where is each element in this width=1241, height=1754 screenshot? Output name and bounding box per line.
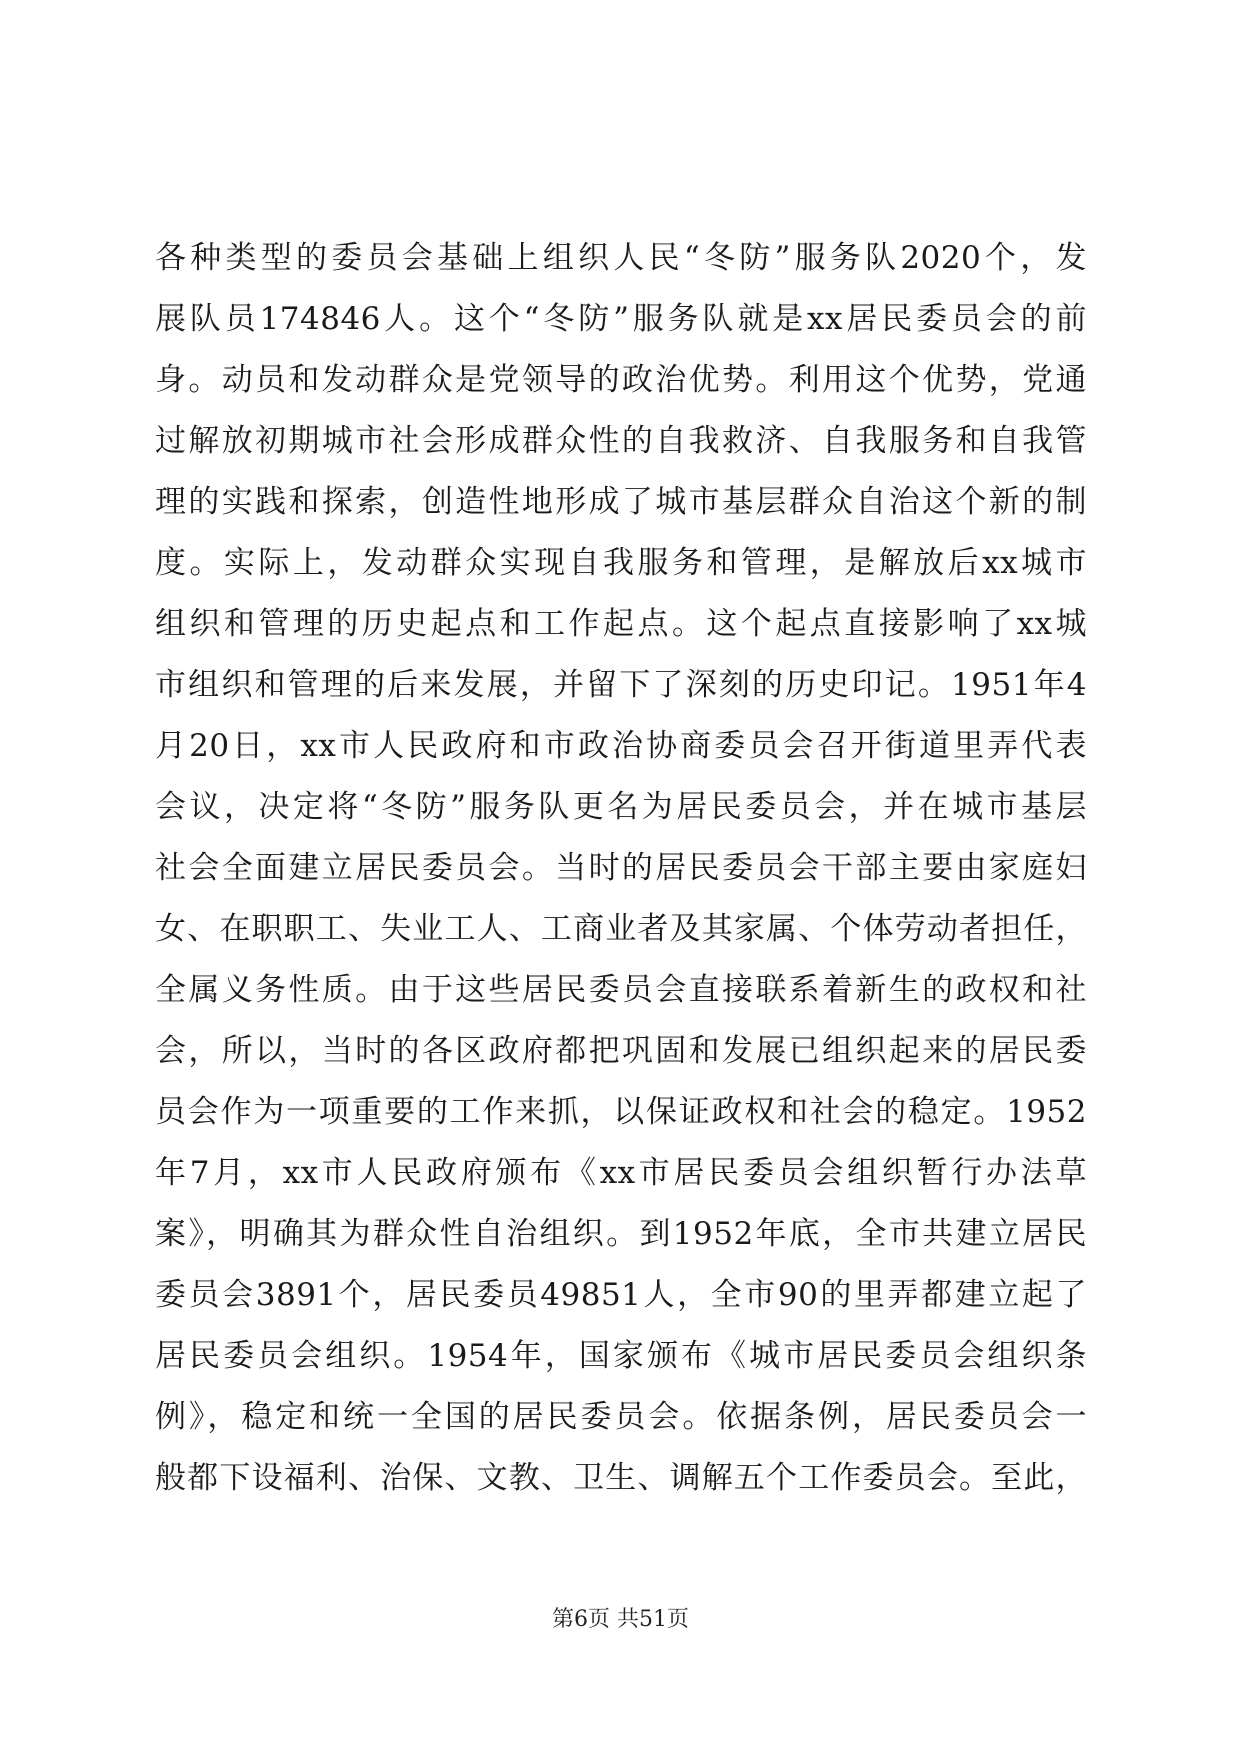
text-line: 社会全面建立居民委员会。当时的居民委员会干部主要由家庭妇 [155,850,1087,886]
text-line: 展队员174846人。这个“冬防”服务队就是xx居民委员会的前 [155,301,1087,337]
page-footer [0,1605,1241,1635]
text-line: 般都下设福利、治保、文教、卫生、调解五个工作委员会。至此， [155,1460,1087,1496]
text-line: 市组织和管理的后来发展，并留下了深刻的历史印记。1951年4 [155,667,1087,703]
text-line: 各种类型的委员会基础上组织人民“冬防”服务队2020个，发 [155,240,1087,276]
text-line: 案》，明确其为群众性自治组织。到1952年底，全市共建立居民 [155,1216,1087,1252]
text-line: 居民委员会组织。1954年，国家颁布《城市居民委员会组织条 [155,1338,1087,1374]
text-line: 度。实际上，发动群众实现自我服务和管理，是解放后xx城市 [155,545,1087,581]
text-line: 员会作为一项重要的工作来抓，以保证政权和社会的稳定。1952 [155,1094,1087,1130]
text-line: 组织和管理的历史起点和工作起点。这个起点直接影响了xx城 [155,606,1087,642]
text-line: 全属义务性质。由于这些居民委员会直接联系着新生的政权和社 [155,972,1087,1008]
page-number: 第6页 共51页 [552,1607,689,1632]
text-line: 身。动员和发动群众是党领导的政治优势。利用这个优势，党通 [155,362,1087,398]
text-line: 理的实践和探索，创造性地形成了城市基层群众自治这个新的制 [155,484,1087,520]
text-line: 会议，决定将“冬防”服务队更名为居民委员会，并在城市基层 [155,789,1087,825]
text-line: 委员会3891个，居民委员49851人，全市90的里弄都建立起了 [155,1277,1087,1313]
text-line: 女、在职职工、失业工人、工商业者及其家属、个体劳动者担任， [155,911,1087,947]
text-line: 月20日，xx市人民政府和市政治协商委员会召开街道里弄代表 [155,728,1087,764]
text-line: 会，所以，当时的各区政府都把巩固和发展已组织起来的居民委 [155,1033,1087,1069]
text-line: 例》，稳定和统一全国的居民委员会。依据条例，居民委员会一 [155,1399,1087,1435]
text-line: 年7月，xx市人民政府颁布《xx市居民委员会组织暂行办法草 [155,1155,1087,1191]
body-text [155,228,1087,1509]
text-line: 过解放初期城市社会形成群众性的自我救济、自我服务和自我管 [155,423,1087,459]
